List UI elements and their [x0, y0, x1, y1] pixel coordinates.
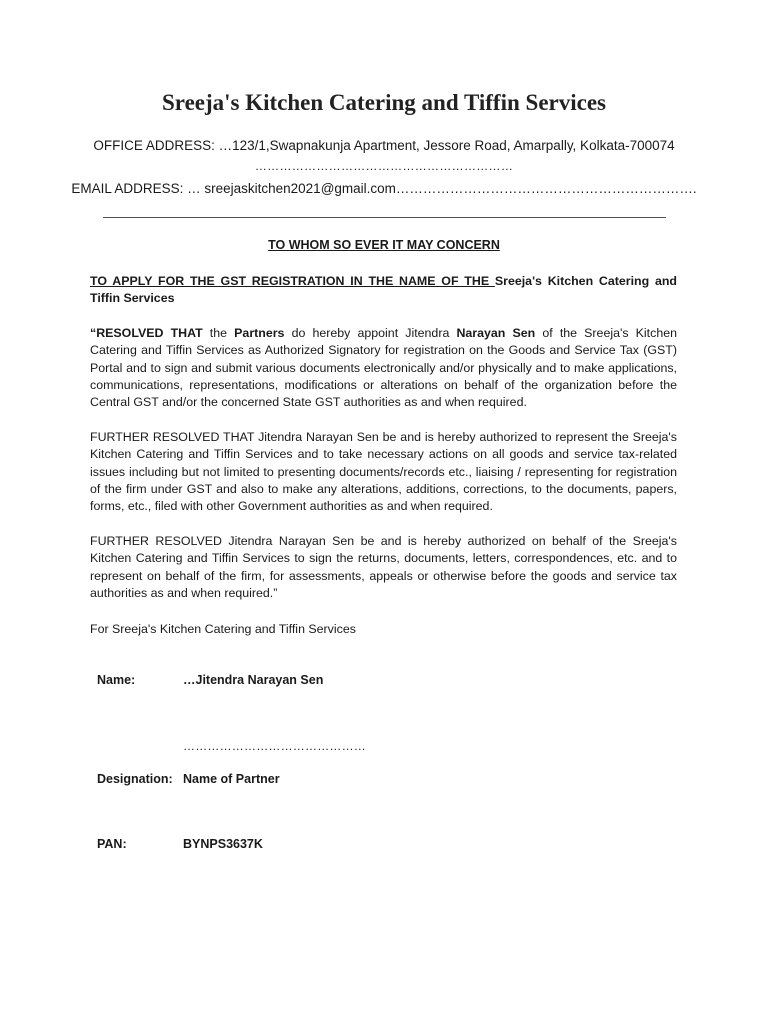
- concern-heading: TO WHOM SO EVER IT MAY CONCERN: [268, 238, 500, 252]
- para1-text-1: the: [202, 326, 235, 340]
- resolved-that: RESOLVED THAT: [96, 326, 203, 340]
- pan-label: PAN:: [97, 837, 127, 851]
- apply-heading-underlined: TO APPLY FOR THE GST REGISTRATION IN THE NAME OF THE: [90, 274, 495, 288]
- signature-line: ………………………………………: [183, 739, 366, 753]
- partners: Partners: [234, 326, 285, 340]
- for-company-line: For Sreeja's Kitchen Catering and Tiffin Services: [90, 622, 356, 636]
- apply-heading: [90, 273, 677, 308]
- header-divider: [103, 217, 666, 218]
- designation-value: Name of Partner: [183, 772, 280, 786]
- office-address-dots: ………………………………………………………: [254, 159, 514, 173]
- para1-text-3: of the Sreeja's Kitchen Catering and Tiffin Services as Authorized Signatory for registration on the Goods and Service Tax (GST) Portal and to sign and submit various documents electronically and/or physically and to make applications, communications, representations, modifications or alterations on behalf of the organization before the Central GST and/or the concerned State GST authorities as and when required.: [90, 326, 677, 410]
- name-label: Name:: [97, 673, 136, 687]
- narayan-sen: Narayan Sen: [456, 326, 536, 340]
- para1-text-2: do hereby appoint Jitendra: [284, 326, 457, 340]
- document-title: Sreeja's Kitchen Catering and Tiffin Services: [161, 90, 606, 115]
- name-value: …Jitendra Narayan Sen: [183, 673, 324, 687]
- pan-value: BYNPS3637K: [183, 837, 263, 851]
- apply-heading-company: Sreeja's Kitchen Catering and Tiffin Services: [90, 274, 677, 306]
- office-address: OFFICE ADDRESS: …123/1,Swapnakunja Apartment, Jessore Road, Amarpally, Kolkata-700074: [93, 138, 675, 153]
- designation-label: Designation:: [97, 772, 173, 786]
- open-quote: “: [90, 326, 97, 340]
- resolution-paragraph-2: FURTHER RESOLVED THAT Jitendra Narayan Sen be and is hereby authorized to represent the Sreeja's Kitchen Catering and Tiffin Services and to take necessary actions on all goods and service tax-related issues including but not limited to presenting documents/records etc., liaising / representing for registration of the firm under GST and also to make any alterations, additions, corrections, to the documents, papers, forms, etc., filed with other Government authorities as and when required.: [90, 430, 677, 514]
- resolution-paragraph-3: FURTHER RESOLVED Jitendra Narayan Sen be and is hereby authorized on behalf of the Sreeja's Kitchen Catering and Tiffin Services to sign the returns, documents, letters, correspondences, etc. and to represent on behalf of the firm, for assessments, appeals or otherwise before the goods and service tax authorities as and when required.”: [90, 534, 677, 600]
- resolution-paragraph-1: [90, 325, 677, 411]
- email-address: EMAIL ADDRESS: … sreejaskitchen2021@gmail.com………………………………………………………….: [71, 181, 697, 196]
